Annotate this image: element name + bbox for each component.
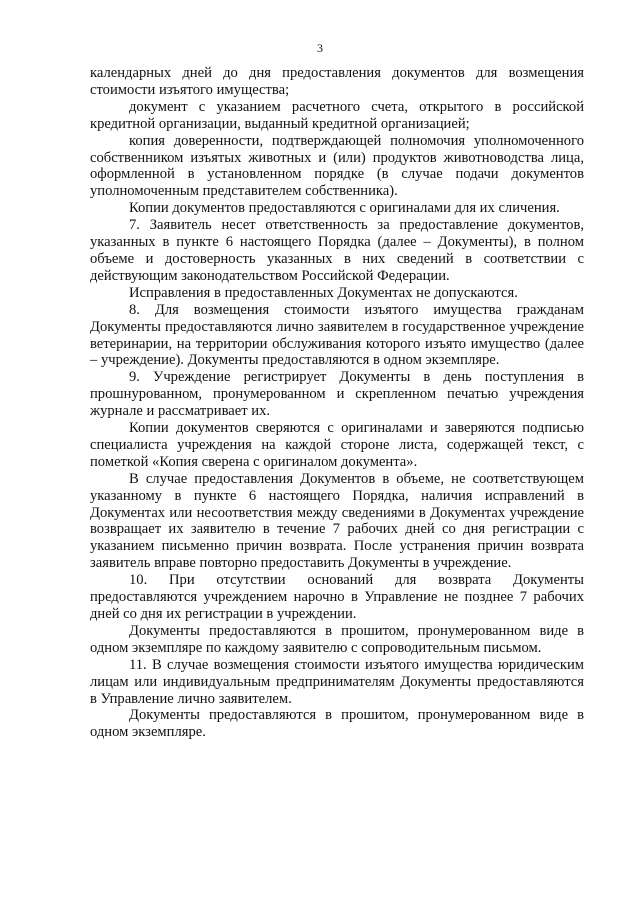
paragraph-corrections: Исправления в предоставленных Документах не допускаются. (129, 284, 518, 301)
paragraph-copies: Копии документов предоставляются с оригиналами для их сличения. (129, 200, 560, 217)
paragraph-clause-8: 8. Для возмещения стоимости изъятого имущества гражданам Документы предоставляются лично заявителем в государственное учреждение ветеринарии, на территории обслуживания которого изъято имущество (далее – учреждение). Документы предоставляются в одном экземпляре. (90, 301, 584, 369)
document-body (90, 65, 584, 741)
page-number: 3 (317, 41, 323, 55)
paragraph-bound-documents-final: Документы предоставляются в прошитом, пронумерованном виде в одном экземпляре. (90, 707, 584, 741)
paragraph-return-conditions: В случае предоставления Документов в объеме, не соответствующем указанному в пункте 6 настоящего Порядка, наличия исправлений в Документах или несоответствия между сведениями в Документах учреждение возвращает их заявителю в течение 7 рабочих дней со дня регистрации с указанием письменно причин возврата. После устранения причин возврата заявитель вправе повторно предоставить Документы в учреждение. (90, 470, 584, 572)
paragraph-continuation: календарных дней до дня предоставления документов для возмещения стоимости изъятого имущества; (90, 65, 584, 98)
paragraph-clause-9: 9. Учреждение регистрирует Документы в день поступления в прошнурованном, пронумерованном и скрепленном печатью учреждения журнале и рассматривает их. (90, 369, 584, 420)
paragraph-clause-11: 11. В случае возмещения стоимости изъятого имущества юридическим лицам или индивидуальным предпринимателям Документы предоставляются в Управление лично заявителем. (90, 656, 584, 707)
paragraph-clause-10: 10. При отсутствии оснований для возврата Документы предоставляются учреждением нарочно в Управление не позднее 7 рабочих дней со дня их регистрации в учреждении. (90, 572, 584, 622)
paragraph-power-of-attorney: копия доверенности, подтверждающей полномочия уполномоченного собственником изъятых животных и (или) продуктов животноводства лица, оформленной в установленном порядке (в случае подачи документов уполномоченным представителем собственника). (90, 132, 584, 200)
paragraph-clause-7: 7. Заявитель несет ответственность за предоставление документов, указанных в пункте 6 настоящего Порядка (далее – Документы), в полном объеме и достоверность указанных в них сведений в соответствии с действующим законодательством Российской Федерации. (90, 217, 584, 284)
paragraph-bank-account-document: документ с указанием расчетного счета, открытого в российской кредитной организации, выданный кредитной организацией; (90, 98, 584, 132)
paragraph-bound-documents: Документы предоставляются в прошитом, пронумерованном виде в одном экземпляре по каждому заявителю с сопроводительным письмом. (90, 622, 584, 656)
paragraph-copy-verification: Копии документов сверяются с оригиналами и заверяются подписью специалиста учреждения на каждой стороне листа, содержащей текст, с пометкой «Копия сверена с оригиналом документа». (90, 420, 584, 470)
